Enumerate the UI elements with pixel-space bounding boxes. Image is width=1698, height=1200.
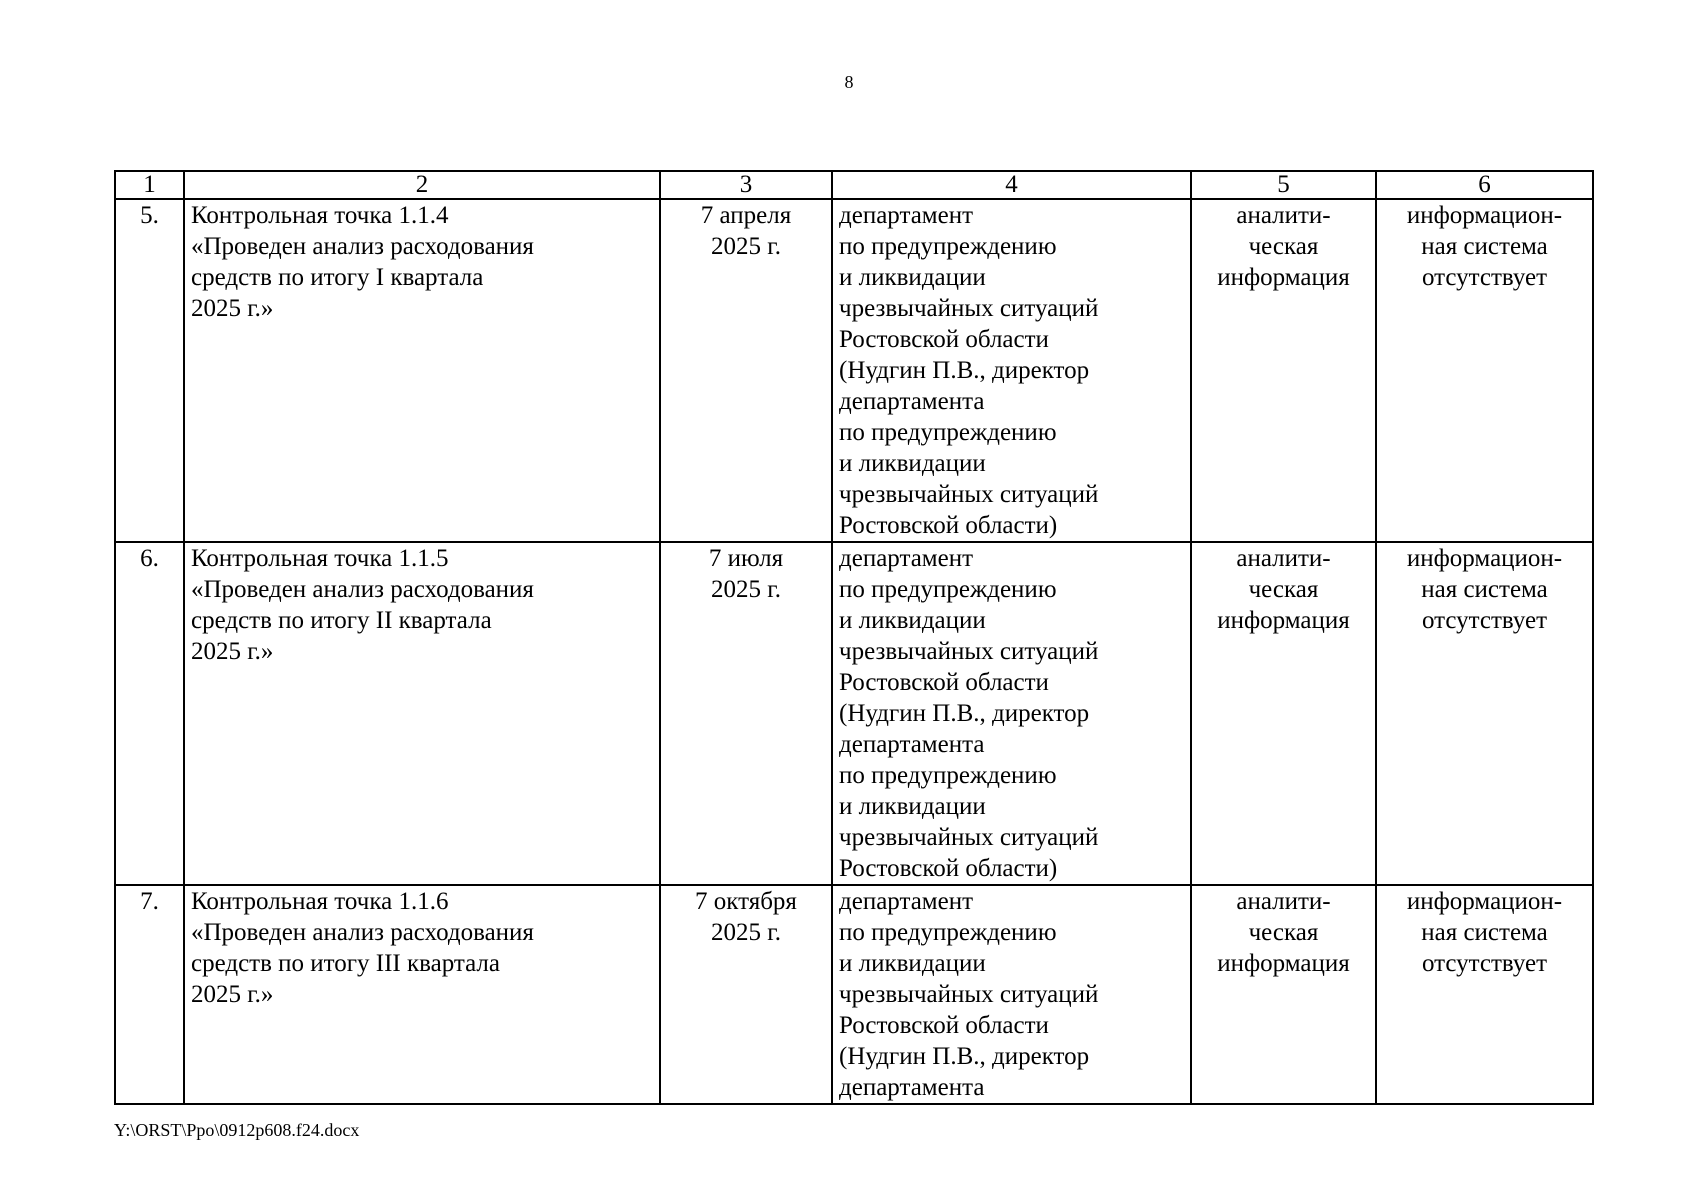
cell-text-line: информация bbox=[1217, 607, 1350, 634]
due-date-cell bbox=[660, 542, 832, 885]
cell-text-line: средств по итогу I квартала bbox=[191, 264, 484, 291]
table-row bbox=[115, 199, 1593, 542]
cell-text-line: аналити- bbox=[1236, 202, 1331, 229]
cell-text-line: 7 октября bbox=[695, 888, 797, 915]
cell-text-line: 7 апреля bbox=[700, 202, 792, 229]
cell-text-line: и ликвидации bbox=[839, 950, 986, 977]
cell-text-line: 7 июля bbox=[708, 545, 784, 572]
cell-text-line: Ростовской области) bbox=[839, 512, 1058, 539]
cell-text-line: по предупреждению bbox=[839, 419, 1057, 446]
responsible-cell bbox=[832, 542, 1191, 885]
header-col-2: 2 bbox=[184, 171, 660, 199]
cell-text-line: (Нудгин П.В., директор bbox=[839, 700, 1090, 727]
cell-text-line: информацион- bbox=[1406, 545, 1563, 572]
cell-text-line: информация bbox=[1217, 950, 1350, 977]
cell-text-line: департамент bbox=[839, 888, 974, 915]
cell-text-line: и ликвидации bbox=[839, 793, 986, 820]
cell-text-line: 2025 г.» bbox=[191, 295, 274, 322]
cell-text-line: департамент bbox=[839, 202, 974, 229]
cell-text-line: по предупреждению bbox=[839, 233, 1057, 260]
cell-text-line: Контрольная точка 1.1.5 bbox=[191, 545, 449, 572]
info-system-cell bbox=[1376, 199, 1593, 542]
header-col-3: 3 bbox=[660, 171, 832, 199]
cell-text-line: и ликвидации bbox=[839, 450, 986, 477]
cell-text-line: 2025 г.» bbox=[191, 638, 274, 665]
cell-text-line: ческая bbox=[1248, 919, 1319, 946]
cell-text-line: департамента bbox=[839, 731, 985, 758]
cell-text-line: Контрольная точка 1.1.6 bbox=[191, 888, 449, 915]
cell-text-line: информация bbox=[1217, 264, 1350, 291]
cell-text-line: ческая bbox=[1248, 576, 1319, 603]
cell-text-line: средств по итогу III квартала bbox=[191, 950, 500, 977]
control-point-name-cell bbox=[184, 542, 660, 885]
cell-text-line: Ростовской области) bbox=[839, 855, 1058, 882]
cell-text-line: 2025 г.» bbox=[191, 981, 274, 1008]
cell-text-line: отсутствует bbox=[1421, 264, 1548, 291]
header-col-5: 5 bbox=[1191, 171, 1376, 199]
cell-text-line: чрезвычайных ситуаций bbox=[839, 638, 1099, 665]
cell-text-line: 2025 г. bbox=[711, 919, 781, 946]
cell-text-line: средств по итогу II квартала bbox=[191, 607, 492, 634]
cell-text-line: ческая bbox=[1248, 233, 1319, 260]
cell-text-line: чрезвычайных ситуаций bbox=[839, 295, 1099, 322]
cell-text-line: «Проведен анализ расходования bbox=[191, 233, 534, 260]
cell-text-line: чрезвычайных ситуаций bbox=[839, 824, 1099, 851]
table-row bbox=[115, 885, 1593, 1104]
cell-text-line: 2025 г. bbox=[711, 576, 781, 603]
control-point-name-cell bbox=[184, 199, 660, 542]
cell-text-line: Ростовской области bbox=[839, 1012, 1049, 1039]
table-row bbox=[115, 542, 1593, 885]
cell-text-line: департамент bbox=[839, 545, 974, 572]
header-col-6: 6 bbox=[1376, 171, 1593, 199]
row-number-cell: 7. bbox=[115, 885, 184, 1104]
control-point-name-cell bbox=[184, 885, 660, 1104]
cell-text-line: и ликвидации bbox=[839, 264, 986, 291]
cell-text-line: Ростовской области bbox=[839, 669, 1049, 696]
document-type-cell bbox=[1191, 885, 1376, 1104]
cell-text-line: ная система bbox=[1421, 576, 1548, 603]
table-body bbox=[115, 199, 1593, 1104]
due-date-cell bbox=[660, 199, 832, 542]
cell-text-line: ная система bbox=[1421, 233, 1548, 260]
cell-text-line: аналити- bbox=[1236, 888, 1331, 915]
table-header-row bbox=[115, 171, 1593, 199]
cell-text-line: отсутствует bbox=[1421, 950, 1548, 977]
document-type-cell bbox=[1191, 199, 1376, 542]
row-number-cell: 6. bbox=[115, 542, 184, 885]
cell-text-line: департамента bbox=[839, 1074, 985, 1101]
cell-text-line: департамента bbox=[839, 388, 985, 415]
cell-text-line: Ростовской области bbox=[839, 326, 1049, 353]
cell-text-line: отсутствует bbox=[1421, 607, 1548, 634]
cell-text-line: информацион- bbox=[1406, 202, 1563, 229]
cell-text-line: (Нудгин П.В., директор bbox=[839, 1043, 1090, 1070]
cell-text-line: по предупреждению bbox=[839, 919, 1057, 946]
responsible-cell bbox=[832, 199, 1191, 542]
row-number-cell: 5. bbox=[115, 199, 184, 542]
page-number: 8 bbox=[844, 72, 854, 92]
cell-text-line: аналити- bbox=[1236, 545, 1331, 572]
due-date-cell bbox=[660, 885, 832, 1104]
cell-text-line: по предупреждению bbox=[839, 576, 1057, 603]
info-system-cell bbox=[1376, 885, 1593, 1104]
cell-text-line: информацион- bbox=[1406, 888, 1563, 915]
cell-text-line: «Проведен анализ расходования bbox=[191, 919, 534, 946]
header-col-4: 4 bbox=[832, 171, 1191, 199]
document-type-cell bbox=[1191, 542, 1376, 885]
cell-text-line: «Проведен анализ расходования bbox=[191, 576, 534, 603]
info-system-cell bbox=[1376, 542, 1593, 885]
control-points-table bbox=[114, 170, 1594, 1105]
cell-text-line: ная система bbox=[1421, 919, 1548, 946]
cell-text-line: (Нудгин П.В., директор bbox=[839, 357, 1090, 384]
cell-text-line: чрезвычайных ситуаций bbox=[839, 481, 1099, 508]
cell-text-line: Контрольная точка 1.1.4 bbox=[191, 202, 449, 229]
cell-text-line: 2025 г. bbox=[711, 233, 781, 260]
responsible-cell bbox=[832, 885, 1191, 1104]
footer-file-path: Y:\ORST\Ppo\0912p608.f24.docx bbox=[114, 1120, 360, 1140]
header-col-1: 1 bbox=[115, 171, 184, 199]
cell-text-line: по предупреждению bbox=[839, 762, 1057, 789]
cell-text-line: чрезвычайных ситуаций bbox=[839, 981, 1099, 1008]
cell-text-line: и ликвидации bbox=[839, 607, 986, 634]
